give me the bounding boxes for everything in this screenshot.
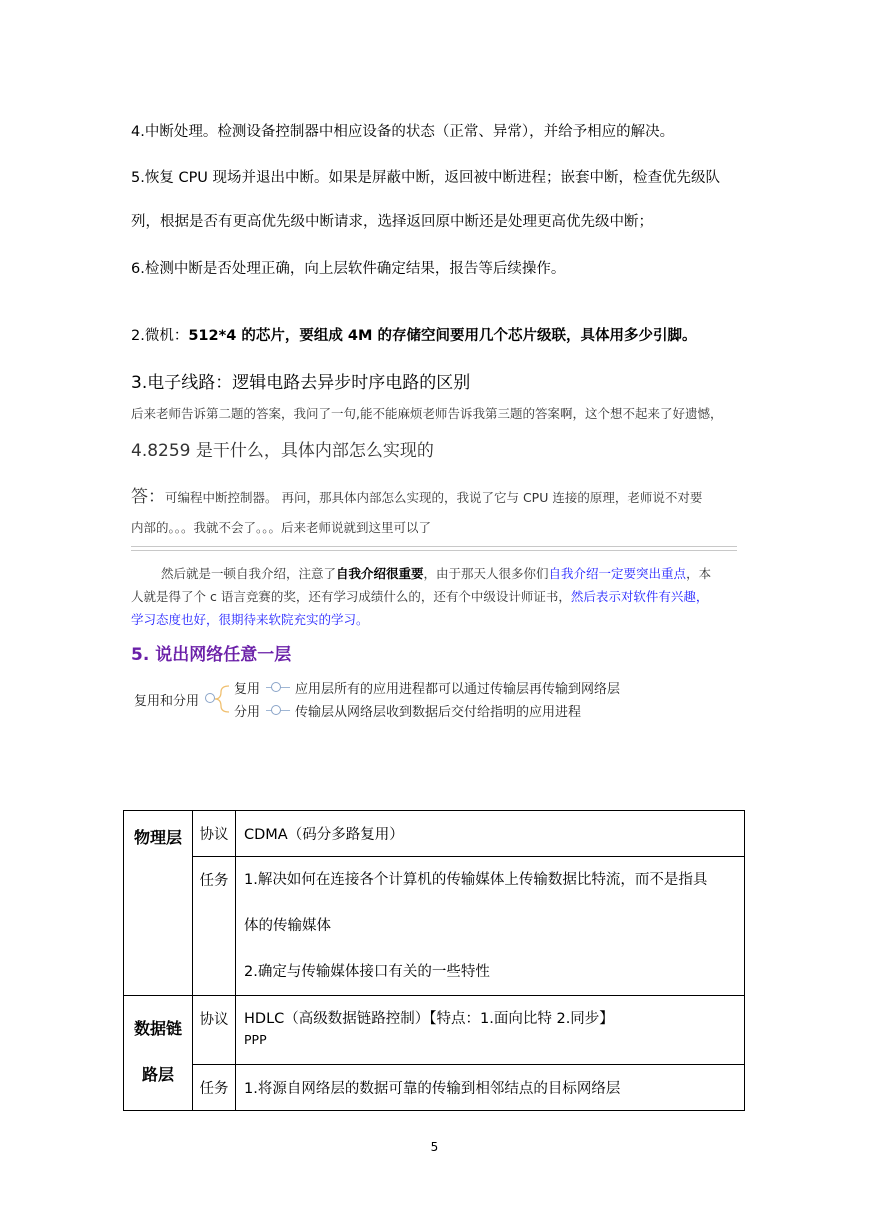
- layer-name-line-1: 数据链: [133, 1019, 182, 1038]
- divider: [131, 546, 737, 551]
- table-row: [124, 1065, 745, 1111]
- intro-text-1: 然后就是一顿自我介绍，注意了: [161, 566, 337, 581]
- question-4-answer-cont: 内部的。。。我就不会了。。。后来老师说就到这里可以了: [131, 520, 432, 535]
- intro-line-1: [161, 564, 711, 582]
- task-label: 任务: [193, 857, 236, 996]
- task-label: 任务: [193, 1065, 236, 1111]
- section-5-heading: 5. 说出网络任意一层: [131, 645, 292, 665]
- intro-highlight-2: 然后表示对软件有兴趣，: [570, 589, 709, 604]
- intro-line-3: 学习态度也好，很期待来软院充实的学习。: [131, 612, 369, 627]
- intro-text-4: 人就是得了个 c 语言竞赛的奖，还有学习成绩什么的，还有个中级设计师证书，: [131, 589, 571, 604]
- table-row: [124, 996, 745, 1065]
- intro-emphasis: 自我介绍很重要: [336, 566, 424, 581]
- page-number: 5: [430, 1140, 439, 1154]
- protocol-line: HDLC（高级数据链路控制）【特点：1.面向比特 2.同步】: [244, 1011, 614, 1027]
- answer-text: 可编程中断控制器。 再问，那具体内部怎么实现的，我说了它与 CPU 连接的原理，老师说不对要: [165, 490, 703, 505]
- network-layers-table: [123, 810, 745, 1111]
- mindmap-branch-1-label: 复用: [234, 682, 261, 697]
- question-2-bold: 512*4 的芯片，要组成 4M 的存储空间要用几个芯片级联，具体用多少引脚。: [188, 328, 697, 344]
- intro-text-2: ，由于那天人很多你们: [423, 566, 549, 581]
- paragraph-step-5: 5.恢复 CPU 现场并退出中断。如果是屏蔽中断，返回被中断进程；嵌套中断，检查优先级队: [131, 170, 721, 186]
- mindmap-branch-2-desc: 传输层从网络层收到数据后交付给指明的应用进程: [295, 705, 582, 720]
- layer-physical: 物理层: [124, 811, 193, 996]
- task-line: 1.解决如何在连接各个计算机的传输媒体上传输数据比特流，而不是指具: [244, 872, 708, 888]
- question-4-heading: 4.8259 是干什么，具体内部怎么实现的: [131, 441, 434, 461]
- task-value: 1.将源自网络层的数据可靠的传输到相邻结点的目标网络层: [236, 1065, 745, 1111]
- question-3-heading: 3.电子线路：逻辑电路去异步时序电路的区别: [131, 373, 471, 393]
- mindmap-branch-2-dot: [271, 705, 281, 715]
- table-row: [124, 857, 745, 996]
- protocol-value: CDMA（码分多路复用）: [236, 811, 745, 857]
- mindmap-branch-2-label: 分用: [234, 705, 261, 720]
- protocol-value: [236, 996, 745, 1065]
- intro-text-3: ，本: [686, 566, 712, 581]
- paragraph-step-6: 6.检测中断是否处理正确，向上层软件确定结果，报告等后续操作。: [131, 261, 566, 277]
- mindmap-branch-1-dot: [271, 682, 281, 692]
- mindmap-root: 复用和分用: [131, 689, 202, 710]
- paragraph-step-5-cont: 列，根据是否有更高优先级中断请求，选择返回原中断还是处理更高优先级中断；: [131, 214, 653, 230]
- intro-highlight-1: 自我介绍一定要突出重点: [548, 566, 687, 581]
- protocol-label: 协议: [193, 811, 236, 857]
- task-value: [236, 857, 745, 996]
- table-row: [124, 811, 745, 857]
- answer-label: 答：: [131, 487, 165, 507]
- layer-datalink: [124, 996, 193, 1111]
- protocol-label: 协议: [193, 996, 236, 1065]
- layer-name-line-2: 路层: [141, 1065, 174, 1084]
- question-3-note: 后来老师告诉第二题的答案，我问了一句,能不能麻烦老师告诉我第三题的答案啊，这个想不起来了好遗憾，: [131, 406, 723, 421]
- question-2-prefix: 2.微机：: [131, 328, 189, 344]
- paragraph-step-4: 4.中断处理。检测设备控制器中相应设备的状态（正常、异常），并给予相应的解决。: [131, 124, 675, 140]
- question-4-answer: [131, 482, 702, 507]
- task-line: 2.确定与传输媒体接口有关的一些特性: [244, 964, 490, 980]
- protocol-extra: PPP: [244, 1032, 267, 1047]
- mindmap-bracket: [213, 684, 233, 716]
- question-2: [131, 324, 696, 345]
- mindmap-branch-1-desc: 应用层所有的应用进程都可以通过传输层再传输到网络层: [295, 682, 621, 697]
- intro-line-2: [131, 587, 708, 605]
- task-line: 体的传输媒体: [244, 918, 331, 934]
